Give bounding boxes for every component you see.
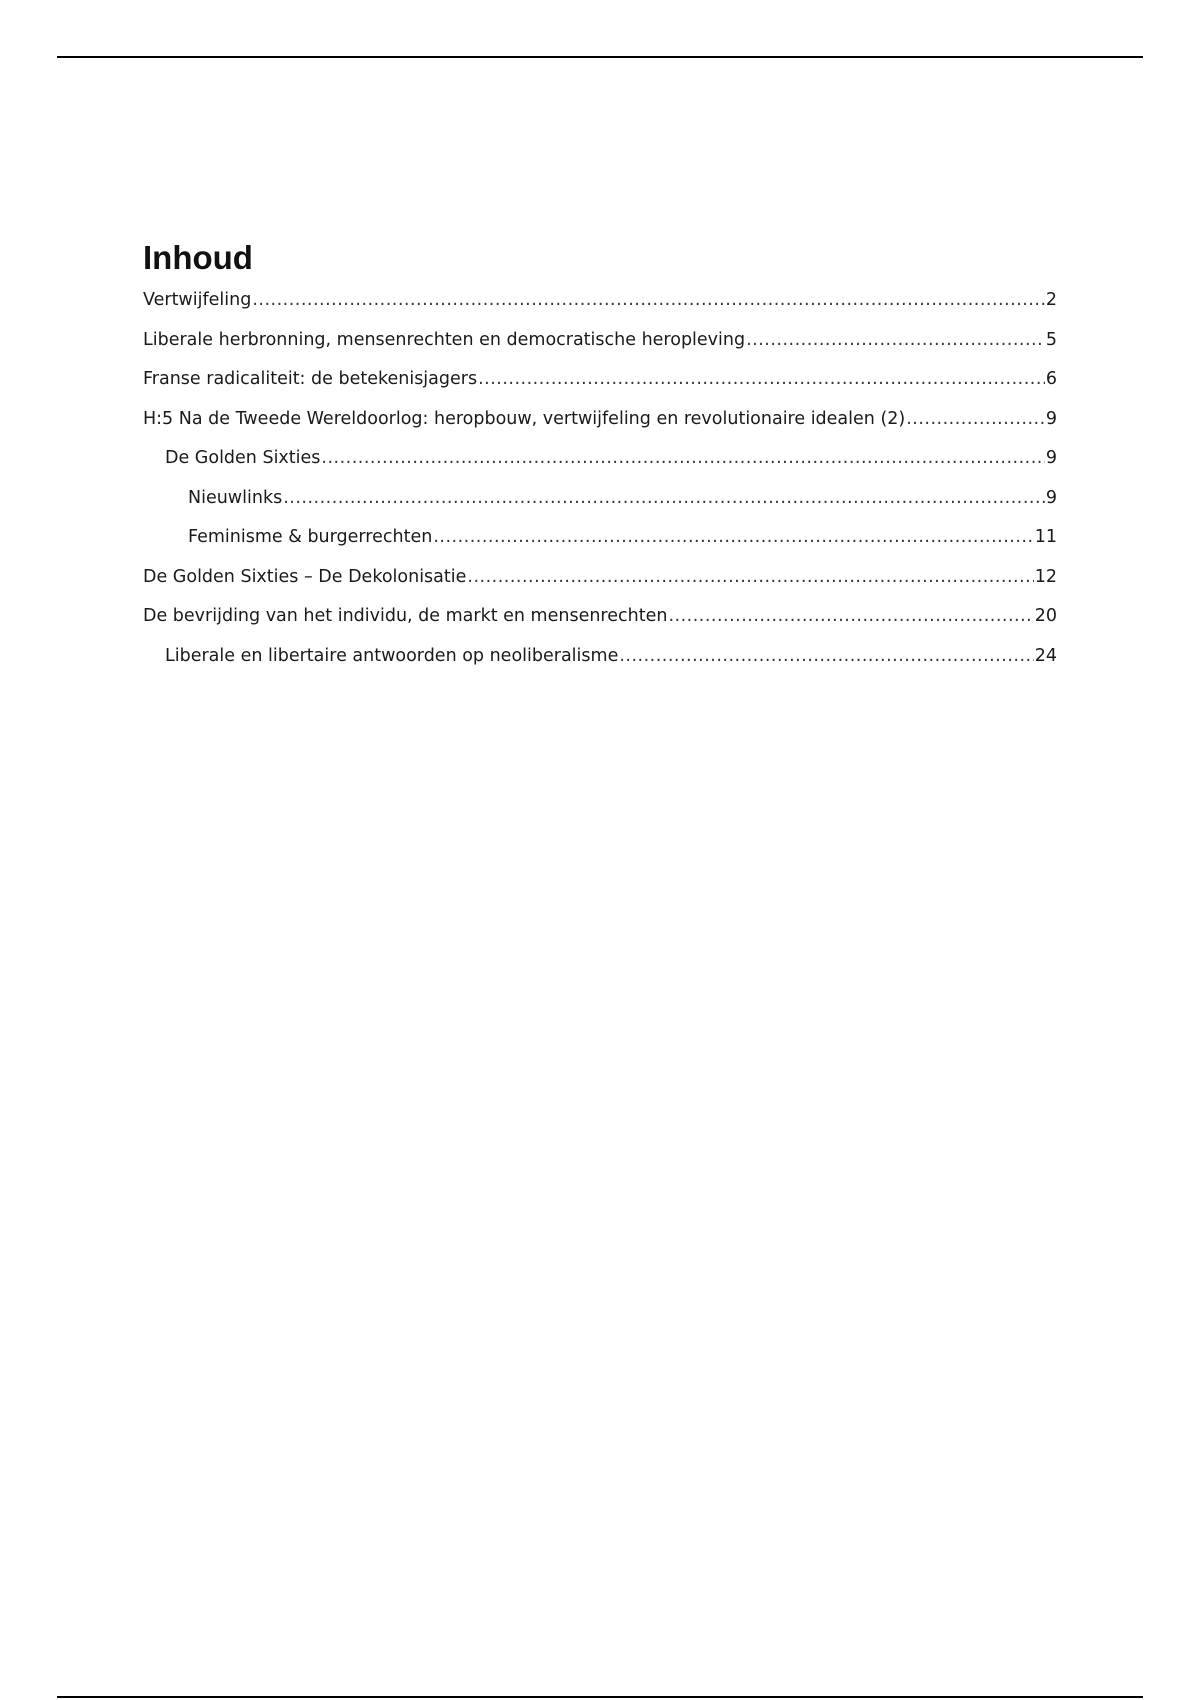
toc-page-number: 11 bbox=[1034, 527, 1057, 547]
toc-entry-text: Liberale herbronning, mensenrechten en democratische heropleving bbox=[143, 329, 746, 350]
toc-entry-text: H:5 Na de Tweede Wereldoorlog: heropbouw, vertwijfeling en revolutionaire idealen (2) bbox=[143, 408, 906, 429]
toc-entry[interactable] bbox=[143, 567, 1057, 607]
toc-page-number: 2 bbox=[1045, 290, 1057, 310]
toc-entry[interactable] bbox=[143, 488, 1057, 528]
toc-page-number: 20 bbox=[1034, 606, 1057, 626]
toc-dot-leader bbox=[619, 646, 1033, 666]
toc-page-number: 12 bbox=[1034, 566, 1057, 587]
toc-page-number: 9 bbox=[1045, 487, 1057, 508]
toc-dot-leader bbox=[906, 409, 1045, 429]
toc-entry[interactable] bbox=[143, 369, 1057, 409]
toc-entry-text: Nieuwlinks bbox=[188, 487, 283, 508]
toc-page-number: 24 bbox=[1034, 645, 1057, 666]
toc-entry[interactable] bbox=[143, 527, 1057, 567]
toc-dot-leader bbox=[668, 606, 1033, 626]
toc-entry-text: De bevrijding van het individu, de markt en mensenrechten bbox=[143, 606, 668, 626]
toc-entry-text: De Golden Sixties bbox=[165, 448, 321, 468]
toc-page-number: 6 bbox=[1045, 369, 1057, 389]
toc-entry[interactable] bbox=[143, 330, 1057, 370]
toc-dot-leader bbox=[467, 567, 1033, 587]
toc-dot-leader bbox=[321, 448, 1044, 468]
toc-entry[interactable] bbox=[143, 290, 1057, 330]
toc-dot-leader bbox=[252, 290, 1045, 310]
toc-dot-leader bbox=[433, 527, 1033, 547]
toc-entry-text: Feminisme & burgerrechten bbox=[188, 527, 433, 547]
toc-entry-text: Vertwijfeling bbox=[143, 290, 252, 310]
toc-entry[interactable] bbox=[143, 606, 1057, 646]
toc-entry[interactable] bbox=[143, 448, 1057, 488]
toc-entry-text: Liberale en libertaire antwoorden op neoliberalisme bbox=[165, 645, 619, 666]
toc-entry-text: Franse radicaliteit: de betekenisjagers bbox=[143, 369, 478, 389]
toc-entry[interactable] bbox=[143, 646, 1057, 686]
toc-dot-leader bbox=[746, 330, 1045, 350]
toc-entry[interactable] bbox=[143, 409, 1057, 449]
toc-page-number: 9 bbox=[1045, 448, 1057, 468]
toc-dot-leader bbox=[478, 369, 1045, 389]
footer-rule bbox=[57, 1696, 1143, 1698]
table-of-contents bbox=[143, 236, 1057, 685]
toc-title: Inhoud bbox=[143, 239, 253, 276]
header-rule bbox=[57, 56, 1143, 58]
toc-dot-leader bbox=[283, 488, 1045, 508]
toc-entry-text: De Golden Sixties – De Dekolonisatie bbox=[143, 566, 467, 587]
toc-page-number: 5 bbox=[1045, 329, 1057, 350]
toc-page-number: 9 bbox=[1045, 408, 1057, 429]
